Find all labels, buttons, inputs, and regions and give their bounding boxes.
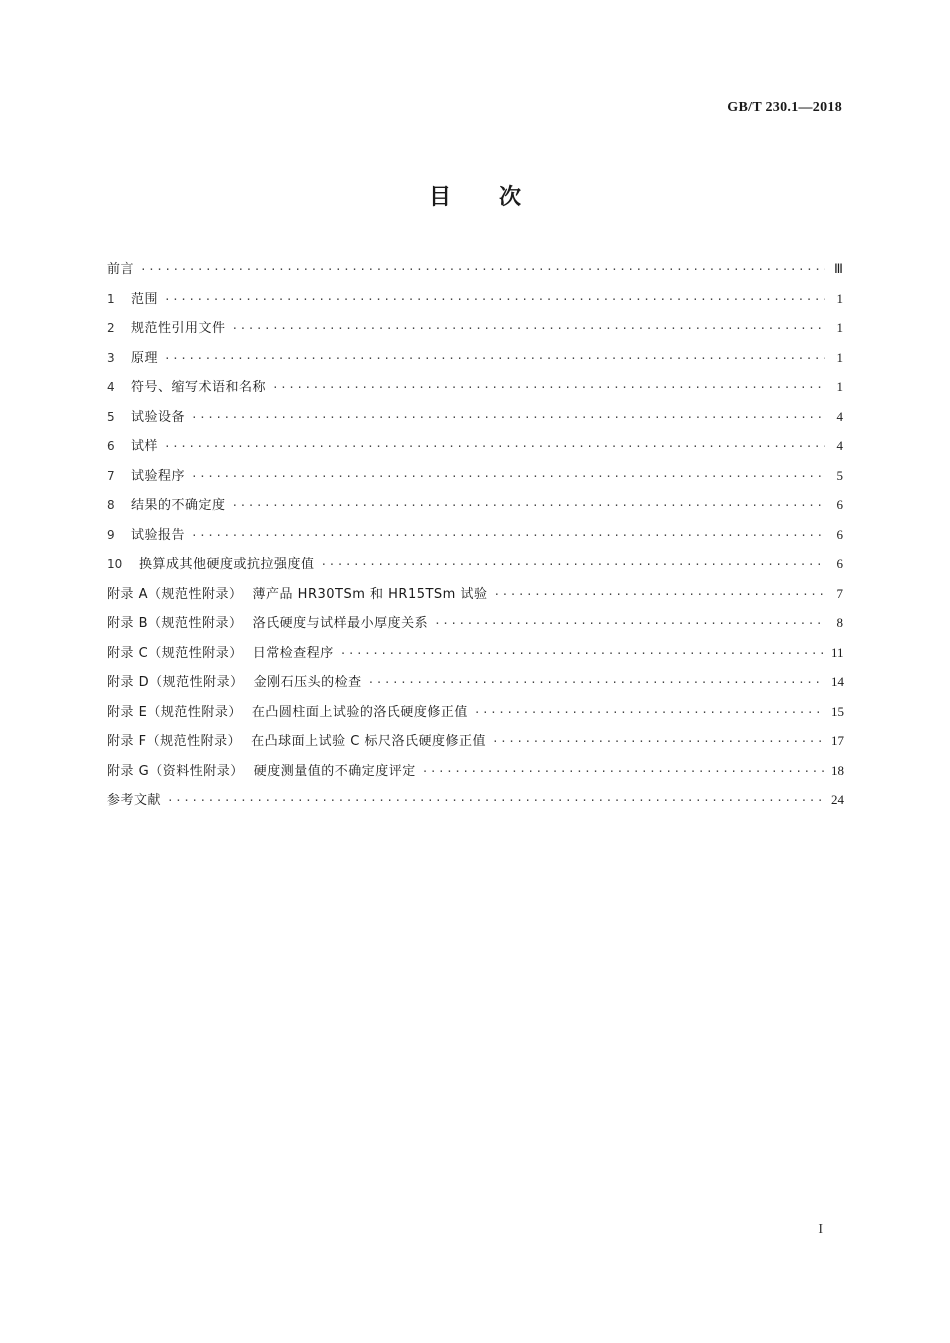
toc-entry-number: 1 [107, 291, 115, 306]
toc-entry-number: 2 [107, 321, 115, 335]
toc-leader-dots [232, 498, 825, 514]
annex-title: 金刚石压头的检查 [253, 675, 362, 690]
toc-entry-label: 试验程序 [131, 468, 186, 484]
annex-prefix: 附录 A（规范性附录） [107, 586, 243, 602]
toc-entry-page: 8 [836, 615, 843, 630]
toc-entry-6[interactable] [107, 435, 843, 465]
toc-entry-page: 14 [831, 674, 844, 689]
toc-entry-bibliography[interactable] [107, 789, 843, 819]
toc-entry-page: Ⅲ [834, 261, 843, 276]
toc-entry-foreword[interactable] [107, 258, 843, 288]
annex-title: 日常检查程序 [252, 645, 334, 661]
annex-prefix: 附录 D（规范性附录） [107, 675, 244, 690]
toc-entry-label: 试验设备 [131, 409, 186, 425]
toc-entry-page: 4 [836, 438, 843, 453]
toc-entry-label: 换算成其他硬度或抗拉强度值 [139, 557, 315, 572]
toc-leader-dots [232, 321, 825, 337]
toc-entry-label: 符号、缩写术语和名称 [131, 380, 267, 395]
toc-entry-5[interactable] [107, 406, 843, 436]
toc-entry-3[interactable] [107, 347, 843, 377]
toc-entry-annex-f[interactable] [107, 730, 843, 760]
toc-leader-dots [191, 528, 825, 544]
toc-entry-page: 1 [836, 349, 843, 365]
toc-leader-dots [164, 351, 825, 367]
toc-entry-label: 试验报告 [131, 527, 186, 543]
toc-entry-label: 试样 [131, 439, 159, 454]
toc-leader-dots [340, 646, 825, 662]
toc-entry-page: 1 [836, 320, 843, 335]
toc-entry-number: 4 [107, 380, 115, 394]
toc-entry-annex-e[interactable] [107, 701, 843, 731]
toc-leader-dots [434, 616, 825, 632]
toc-leader-dots [164, 439, 825, 455]
toc-entry-annex-b[interactable] [107, 612, 843, 642]
toc-entry-7[interactable] [107, 465, 843, 495]
title-char-2: 次 [499, 185, 522, 210]
annex-title: 洛氏硬度与试样最小厚度关系 [252, 616, 429, 631]
annex-prefix: 附录 E（规范性附录） [107, 704, 242, 720]
toc-entry-10[interactable] [107, 553, 843, 583]
toc-entry-page: 18 [831, 762, 844, 778]
toc-entry-annex-d[interactable] [107, 671, 843, 701]
annex-title: 在凸球面上试验 C 标尺洛氏硬度修正值 [251, 734, 486, 749]
toc-entry-page: 15 [831, 703, 844, 719]
annex-prefix: 附录 B（规范性附录） [107, 616, 243, 631]
page-number: I [818, 1222, 823, 1237]
toc-entry-number: 3 [107, 350, 115, 365]
toc-leader-dots [164, 292, 825, 308]
toc-entry-label [107, 701, 468, 720]
toc-entry-label [107, 642, 334, 661]
toc-entry-label [107, 583, 487, 602]
toc-entry-page: 1 [836, 379, 843, 394]
standard-number: GB/T 230.1—2018 [727, 100, 842, 115]
toc-entry-annex-g[interactable] [107, 760, 843, 790]
toc-leader-dots [492, 734, 825, 750]
annex-title: 薄产品 HR30TSm 和 HR15TSm 试验 [252, 586, 488, 602]
annex-title: 硬度测量值的不确定度评定 [253, 763, 416, 779]
annex-prefix: 附录 C（规范性附录） [107, 645, 243, 661]
toc-entry-page: 24 [831, 792, 844, 807]
toc-entry-page: 11 [831, 644, 844, 660]
toc-entry-label [107, 671, 362, 690]
toc-entry-page: 7 [836, 585, 843, 601]
annex-title: 在凸圆柱面上试验的洛氏硬度修正值 [251, 704, 468, 720]
toc-entry-number: 8 [107, 498, 115, 512]
toc-entry-number: 7 [107, 468, 115, 483]
annex-prefix: 附录 F（规范性附录） [107, 734, 242, 749]
toc-entry-number: 9 [107, 527, 115, 542]
toc-leader-dots [474, 705, 825, 721]
toc-entry-number: 6 [107, 439, 115, 453]
toc-entry-label: 参考文献 [107, 793, 162, 808]
toc-entry-label [107, 612, 428, 631]
toc-entry-label [107, 760, 416, 779]
toc-entry-page: 5 [836, 467, 843, 483]
toc-leader-dots [191, 410, 825, 426]
toc-entry-number: 10 [107, 557, 123, 571]
toc-entry-1[interactable] [107, 288, 843, 318]
toc-entry-page: 6 [836, 526, 843, 542]
toc-leader-dots [191, 469, 825, 485]
toc-leader-dots [272, 380, 825, 396]
toc-entry-page: 4 [836, 408, 843, 424]
table-of-contents [107, 258, 843, 819]
toc-entry-4[interactable] [107, 376, 843, 406]
toc-entry-annex-c[interactable] [107, 642, 843, 672]
toc-entry-label [107, 730, 486, 749]
toc-entry-label: 原理 [131, 350, 159, 366]
toc-entry-8[interactable] [107, 494, 843, 524]
toc-entry-label: 前言 [107, 262, 135, 277]
toc-leader-dots [140, 262, 825, 278]
toc-entry-page: 6 [836, 556, 843, 571]
toc-entry-2[interactable] [107, 317, 843, 347]
toc-leader-dots [493, 587, 825, 603]
toc-entry-label: 结果的不确定度 [131, 498, 226, 513]
toc-entry-label: 范围 [131, 291, 159, 307]
toc-leader-dots [422, 764, 825, 780]
toc-leader-dots [321, 557, 825, 573]
toc-entry-annex-a[interactable] [107, 583, 843, 613]
toc-entry-label: 规范性引用文件 [131, 321, 226, 336]
toc-leader-dots [167, 793, 825, 809]
page-title [0, 180, 950, 211]
toc-entry-number: 5 [107, 409, 115, 424]
toc-entry-page: 6 [836, 497, 843, 512]
toc-leader-dots [368, 675, 825, 691]
toc-entry-page: 17 [831, 733, 844, 748]
title-char-1: 目 [428, 185, 451, 210]
toc-entry-page: 1 [836, 290, 843, 306]
annex-prefix: 附录 G（资料性附录） [107, 763, 244, 779]
toc-entry-9[interactable] [107, 524, 843, 554]
